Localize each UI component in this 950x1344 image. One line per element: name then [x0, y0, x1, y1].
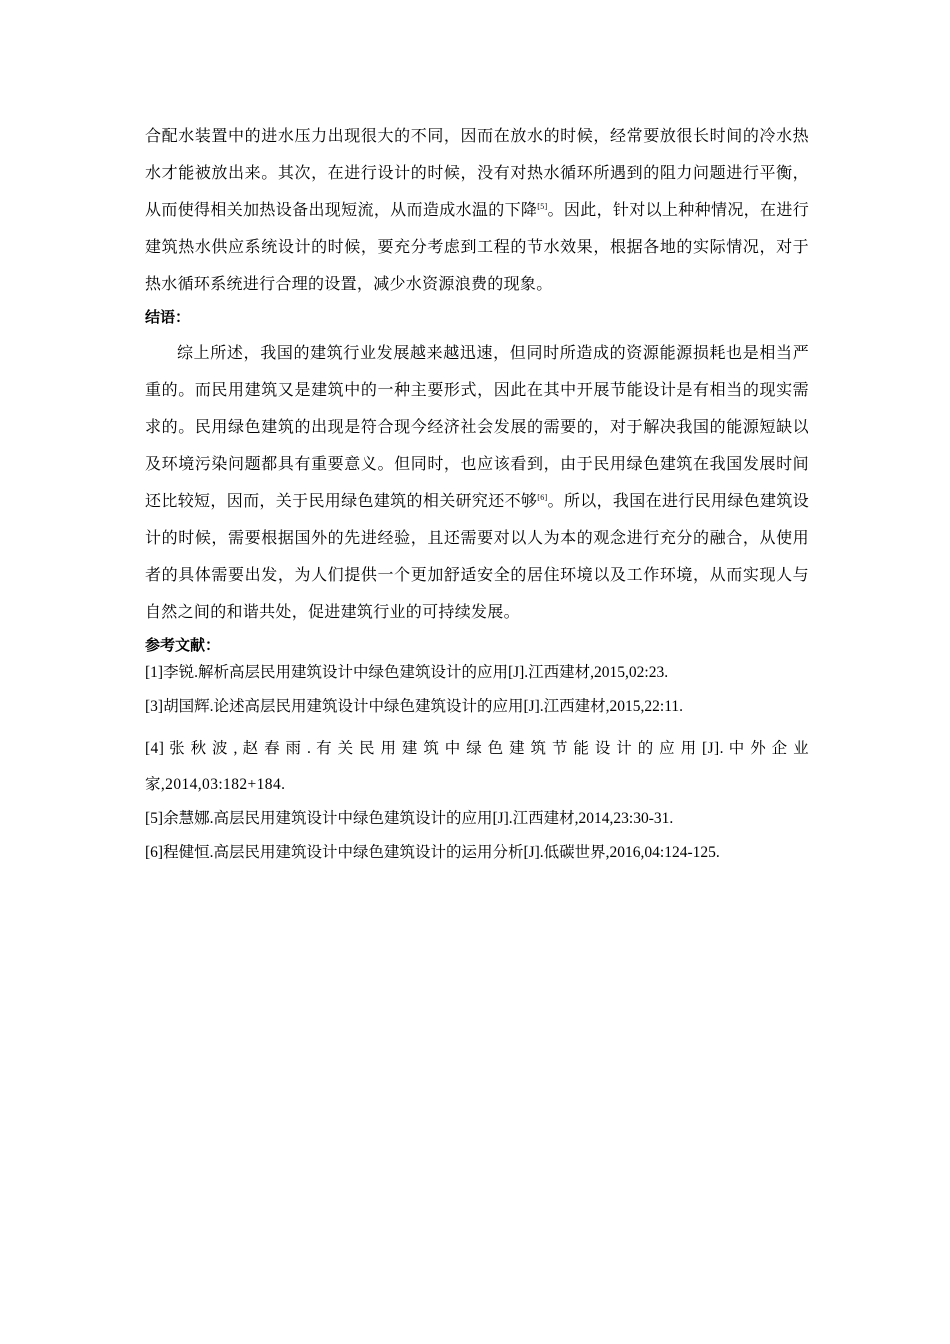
body-paragraph: [145, 118, 809, 303]
conclusion-heading: 结语：: [145, 310, 191, 326]
citation-marker: [5]: [537, 202, 548, 211]
reference-list: [145, 663, 809, 863]
reference-item-4-line-2: 家,2014,03:182+184.: [145, 776, 286, 793]
citation-marker: [6]: [537, 493, 548, 502]
conclusion-paragraph: [145, 335, 809, 631]
references-heading: 参考文献：: [145, 638, 221, 654]
reference-item-4: [145, 731, 809, 803]
document-page: [145, 118, 809, 877]
reference-item: [1]李锐.解析高层民用建筑设计中绿色建筑设计的应用[J].江西建材,2015,02:23.: [145, 664, 669, 681]
conclusion-paragraph-text: 综上所述，我国的建筑行业发展越来越迅速，但同时所造成的资源能源损耗也是相当严重的。而民用建筑又是建筑中的一种主要形式，因此在其中开展节能设计是有相当的现实需求的。民用绿色建筑的出现是符合现今经济社会发展的需要的，对于解决我国的能源短缺以及环境污染问题都具有重要意义。但同时，也应该看到，由于民用绿色建筑在我国发展时间还比较短，因而，关于民用绿色建筑的相关研究还不够: [145, 345, 809, 510]
body-paragraph-text: 合配水装置中的进水压力出现很大的不同，因而在放水的时候，经常要放很长时间的冷水热水才能被放出来。其次，在进行设计的时候，没有对热水循环所遇到的阻力问题进行平衡，从而使得相关加热设备出现短流，从而造成水温的下降: [145, 128, 809, 219]
body-paragraph-text-cont: 。因此，针对以上种种情况，在进行建筑热水供应系统设计的时候，要充分考虑到工程的节水效果，根据各地的实际情况，对于热水循环系统进行合理的设置，减少水资源浪费的现象。: [145, 202, 810, 293]
reference-item: [6]程健恒.高层民用建筑设计中绿色建筑设计的运用分析[J].低碳世界,2016,04:124-125.: [145, 844, 720, 861]
reference-item-4-line-1: [4] 张 秋 波 , 赵 春 雨 . 有 关 民 用 建 筑 中 绿 色 建 筑 节 能 设 计 的 应 用 [J]. 中 外 企 业: [145, 740, 809, 757]
conclusion-paragraph-text-cont: 。所以，我国在进行民用绿色建筑设计的时候，需要根据国外的先进经验，且还需要对以人为本的观念进行充分的融合，从使用者的具体需要出发，为人们提供一个更加舒适安全的居住环境以及工作环境，从而实现人与自然之间的和谐共处，促进建筑行业的可持续发展。: [145, 493, 810, 621]
reference-item: [3]胡国辉.论述高层民用建筑设计中绿色建筑设计的应用[J].江西建材,2015,22:11.: [145, 698, 684, 715]
reference-item: [5]余慧娜.高层民用建筑设计中绿色建筑设计的应用[J].江西建材,2014,23:30-31.: [145, 810, 674, 827]
